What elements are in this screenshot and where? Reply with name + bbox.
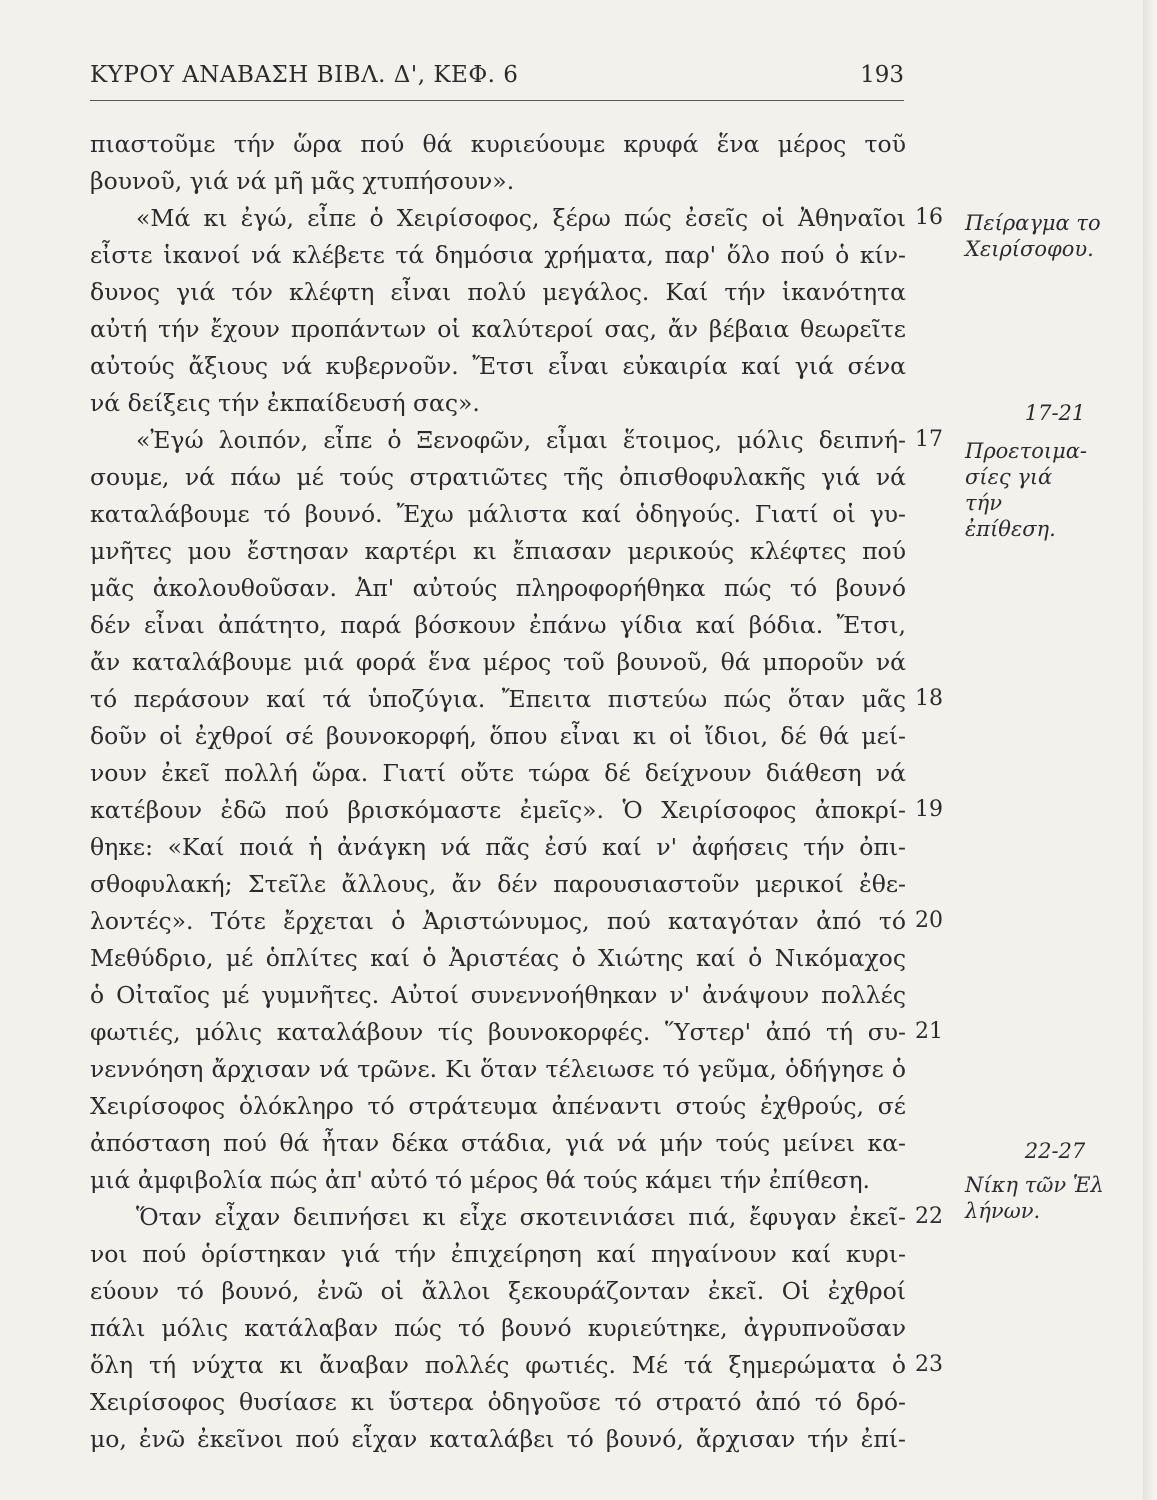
text-line: Χειρίσοφος ὁλόκληρο τό στράτευμα ἀπέναντι στούς ἐχθρούς, σέ (90, 1092, 906, 1120)
section-number: 22 (915, 1204, 943, 1229)
section-number: 16 (915, 205, 943, 230)
section-number: 21 (915, 1019, 943, 1044)
text-line: νεννόηση ἄρχισαν νά τρῶνε. Κι ὅταν τέλειωσε τό γεῦμα, ὁδήγησε ὁ (90, 1055, 906, 1083)
text-line: δοῦν οἱ ἐχθροί σέ βουνοκορφή, ὅπου εἶναι κι οἱ ἴδιοι, δέ θά μεί- (90, 722, 906, 750)
margin-note: Πείραγμα το Χειρίσοφου. (965, 211, 1101, 261)
margin-range: 17-21 (1024, 401, 1086, 425)
section-number: 17 (915, 427, 943, 452)
text-line: Χειρίσοφος θυσίασε κι ὕστερα ὁδηγοῦσε τό στρατό ἀπό τό δρό- (90, 1388, 906, 1416)
page-spine-shadow (1143, 0, 1157, 1500)
text-line: κατέβουν ἐδῶ πού βρισκόμαστε ἐμεῖς». Ὁ Χειρίσοφος ἀποκρί- (90, 796, 906, 824)
text-line: νοι πού ὁρίστηκαν γιά τήν ἐπιχείρηση καί πηγαίνουν καί κυρι- (90, 1240, 906, 1268)
text-line: εἶστε ἱκανοί νά κλέβετε τά δημόσια χρήματα, παρ' ὅλο πού ὁ κίν- (90, 241, 906, 269)
text-line: λοντές». Τότε ἔρχεται ὁ Ἀριστώνυμος, πού καταγόταν ἀπό τό (90, 907, 906, 935)
text-line: σουμε, νά πάω μέ τούς στρατιῶτες τῆς ὀπισθοφυλακῆς γιά νά (90, 463, 906, 491)
text-line: καταλάβουμε τό βουνό. Ἔχω μάλιστα καί ὁδηγούς. Γιατί οἱ γυ- (90, 500, 906, 528)
text-line: ὁ Οἰταῖος μέ γυμνῆτες. Αὐτοί συνεννοήθηκαν ν' ἀνάψουν πολλές (90, 981, 906, 1009)
margin-range: 22-27 (1024, 1139, 1086, 1163)
text-line: «Ἐγώ λοιπόν, εἶπε ὁ Ξενοφῶν, εἶμαι ἕτοιμος, μόλις δειπνή- (136, 426, 906, 454)
section-number: 19 (915, 797, 943, 822)
text-line: αὐτούς ἄξιους νά κυβερνοῦν. Ἔτσι εἶναι εὐκαιρία καί γιά σένα (90, 352, 906, 380)
text-line: αὐτή τήν ἔχουν προπάντων οἱ καλύτεροί σας, ἄν βέβαια θεωρεῖτε (90, 315, 906, 343)
text-line: ἄν καταλάβουμε μιά φορά ἕνα μέρος τοῦ βουνοῦ, θά μποροῦν νά (90, 648, 906, 676)
text-line: Ὅταν εἶχαν δειπνήσει κι εἶχε σκοτεινιάσει πιά, ἔφυγαν ἐκεῖ- (136, 1203, 906, 1231)
text-line: «Μά κι ἐγώ, εἶπε ὁ Χειρίσοφος, ξέρω πώς ἐσεῖς οἱ Ἀθηναῖοι (136, 204, 906, 232)
text-line: δυνος γιά τόν κλέφτη εἶναι πολύ μεγάλος. Καί τήν ἱκανότητα (90, 278, 906, 306)
text-line: Μεθύδριο, μέ ὁπλίτες καί ὁ Ἀριστέας ὁ Χιώτης καί ὁ Νικόμαχος (90, 944, 906, 972)
text-line: βουνοῦ, γιά νά μῆ μᾶς χτυπήσουν». (90, 167, 515, 195)
running-header (90, 62, 904, 101)
text-line: εύουν τό βουνό, ἐνῶ οἱ ἄλλοι ξεκουράζονταν ἐκεῖ. Οἱ ἐχθροί (90, 1277, 906, 1305)
text-line: φωτιές, μόλις καταλάβουν τίς βουνοκορφές. Ὕστερ' ἀπό τή συ- (90, 1018, 906, 1046)
text-line: ὅλη τή νύχτα κι ἄναβαν πολλές φωτιές. Μέ τά ξημερώματα ὁ (90, 1351, 906, 1379)
page-number: 193 (860, 62, 904, 88)
text-line: μο, ἐνῶ ἐκεῖνοι πού εἶχαν καταλάβει τό βουνό, ἄρχισαν τήν ἐπί- (90, 1425, 906, 1453)
section-number: 23 (915, 1352, 943, 1377)
text-line: νά δείξεις τήν ἐκπαίδευσή σας». (90, 389, 480, 417)
text-line: σθοφυλακή; Στεῖλε ἄλλους, ἄν δέν παρουσιαστοῦν μερικοί ἐθε- (90, 870, 906, 898)
text-line: μνῆτες μου ἔστησαν καρτέρι κι ἔπιασαν μερικούς κλέφτες πού (90, 537, 906, 565)
text-line: μᾶς ἀκολουθοῦσαν. Ἀπ' αὐτούς πληροφορήθηκα πώς τό βουνό (90, 574, 906, 602)
text-line: νουν ἐκεῖ πολλή ὥρα. Γιατί οὔτε τώρα δέ δείχνουν διάθεση νά (90, 759, 906, 787)
section-number: 18 (915, 686, 943, 711)
text-line: δέν εἶναι ἀπάτητο, παρά βόσκουν ἐπάνω γίδια καί βόδια. Ἔτσι, (90, 611, 906, 639)
text-line: τό περάσουν καί τά ὑποζύγια. Ἔπειτα πιστεύω πώς ὅταν μᾶς (90, 685, 906, 713)
text-line: ἀπόσταση πού θά ἦταν δέκα στάδια, γιά νά μήν τούς μείνει κα- (90, 1129, 906, 1157)
text-line: θηκε: «Καί ποιά ἡ ἀνάγκη νά πᾶς ἐσύ καί ν' ἀφήσεις τήν ὀπι- (90, 833, 906, 861)
margin-note: Νίκη τῶν Ἑλ λήνων. (965, 1173, 1104, 1223)
section-number: 20 (915, 908, 943, 933)
header-title: ΚΥΡΟΥ ΑΝΑΒΑΣΗ ΒΙΒΛ. Δ', ΚΕΦ. 6 (90, 62, 519, 88)
margin-note: Προετοιμα-σίες γιά τήν ἐπίθεση. (965, 439, 1087, 541)
text-line: πιαστοῦμε τήν ὥρα πού θά κυριεύουμε κρυφά ἕνα μέρος τοῦ (90, 130, 906, 158)
text-line: πάλι μόλις κατάλαβαν πώς τό βουνό κυριεύτηκε, ἀγρυπνοῦσαν (90, 1314, 906, 1342)
text-line: μιά ἀμφιβολία πώς ἀπ' αὐτό τό μέρος θά τούς κάμει τήν ἐπίθεση. (90, 1166, 870, 1194)
